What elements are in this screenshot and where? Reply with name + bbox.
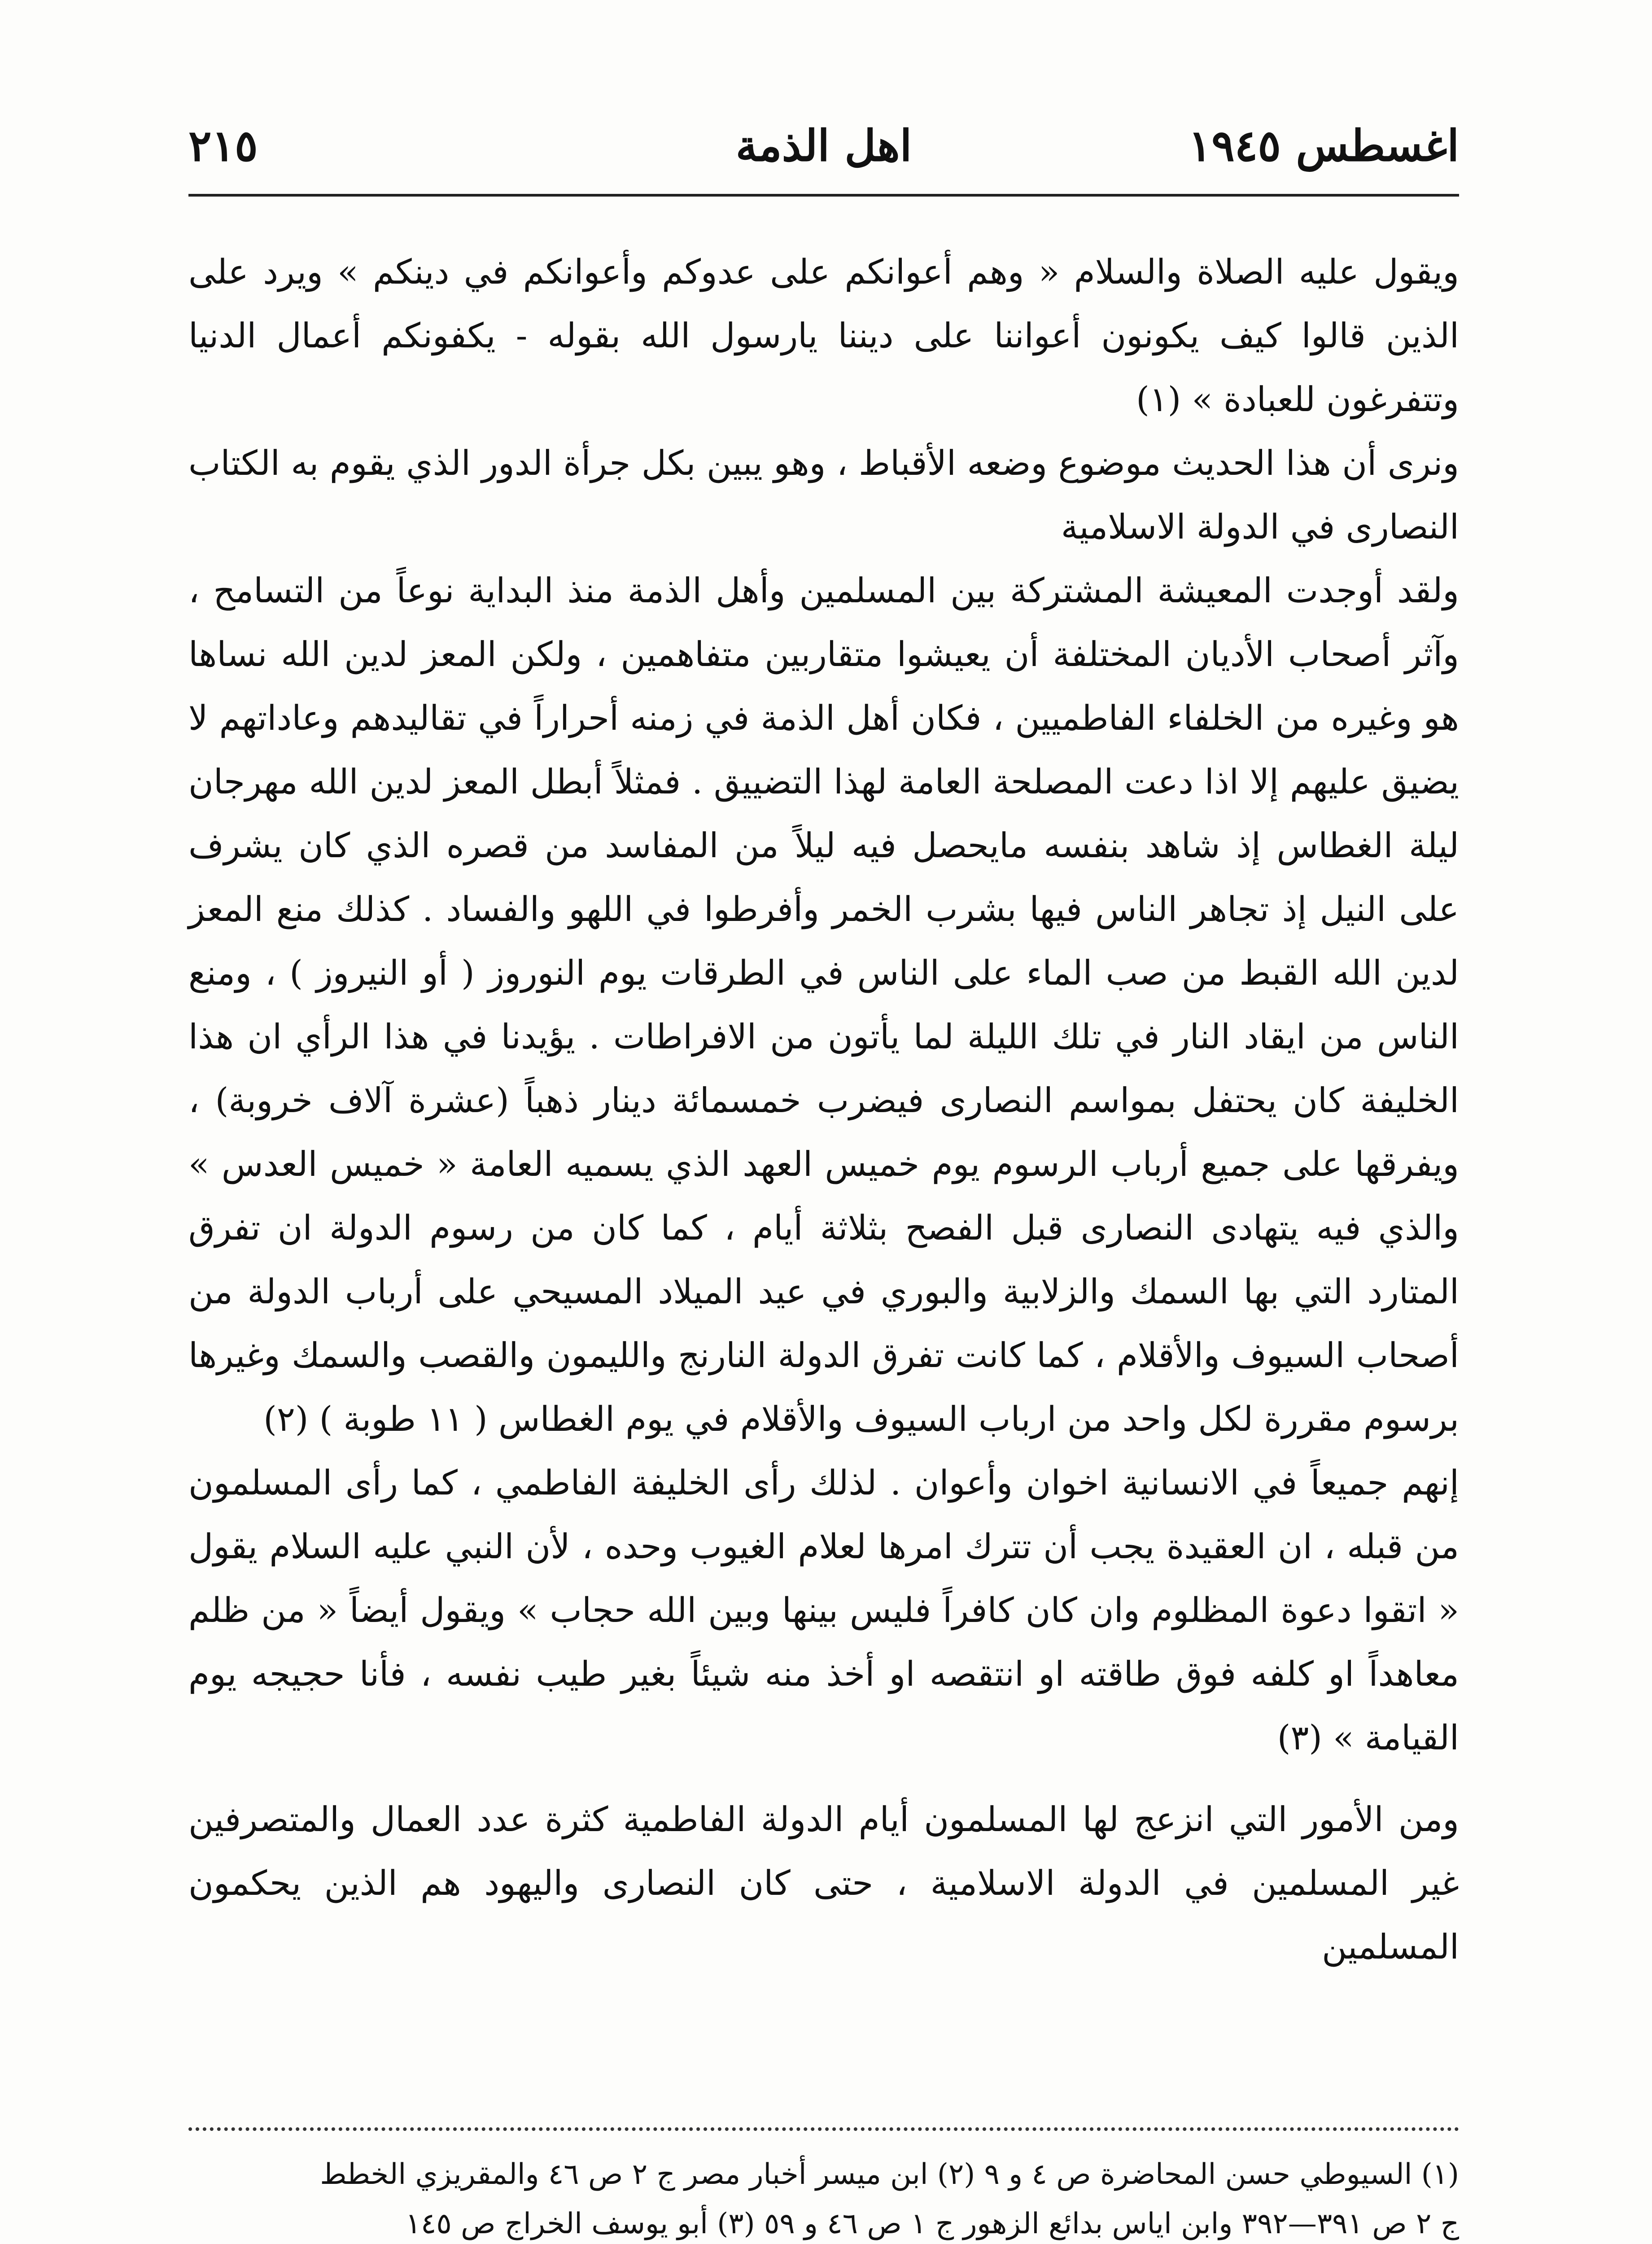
footnotes — [188, 2150, 1459, 2244]
header-rule — [188, 194, 1459, 197]
footnote-divider — [188, 2127, 1459, 2131]
footnote-line: ج ٢ ص ٣٩١—٣٩٢ وابن اياس بدائع الزهور ج ١ ص ٤٦ و ٥٩ (٣) أبو يوسف الخراج ص ١٤٥ — [405, 2207, 1459, 2240]
paragraph: ولقد أوجدت المعيشة المشتركة بين المسلمين وأهل الذمة منذ البداية نوعاً من التسامح ، وآثر أصحاب الأديان المختلفة أن يعيشوا متقاربين متفاهمين ، ولكن المعز لدين الله نساها هو وغيره من الخلفاء الفاطميين ، فكان أهل الذمة في زمنه أحراراً في تقاليدهم وعاداتهم لا يضيق عليهم إلا اذا دعت المصلحة العامة لهذا التضييق . فمثلاً أبطل المعز لدين الله مهرجان ليلة الغطاس إذ شاهد بنفسه مايحصل فيه ليلاً من المفاسد من قصره الذي كان يشرف على النيل إذ تجاهر الناس فيها بشرب الخمر وأفرطوا في اللهو والفساد . كذلك منع المعز لدين الله القبط من صب الماء على الناس في الطرقات يوم النوروز ( أو النيروز ) ، ومنع الناس من ايقاد النار في تلك الليلة لما يأتون من الافراطات . يؤيدنا في هذا الرأي ان هذا الخليفة كان يحتفل بمواسم النصارى فيضرب خمسمائة دينار ذهباً (عشرة آلاف خروبة) ، ويفرقها على جميع أرباب الرسوم يوم خميس العهد الذي يسميه العامة « خميس العدس » والذي فيه يتهادى النصارى قبل الفصح بثلاثة أيام ، كما كان من رسوم الدولة ان تفرق المتارد التي بها السمك والزلابية والبوري في عيد الميلاد المسيحي على أرباب الدولة من أصحاب السيوف والأقلام ، كما كانت تفرق الدولة النارنج والليمون والقصب والسمك وغيرها برسوم مقررة لكل واحد من ارباب السيوف والأقلام في يوم الغطاس ( ١١ طوبة ) (٢) — [188, 570, 1459, 1439]
running-title: اهل الذمة — [735, 120, 912, 171]
paragraph: ومن الأمور التي انزعج لها المسلمون أيام الدولة الفاطمية كثرة عدد العمال والمتصرفين غير المسلمين في الدولة الاسلامية ، حتى كان النصارى واليهود هم الذين يحكمون المسلمين — [188, 1799, 1459, 1967]
paragraph: إنهم جميعاً في الانسانية اخوان وأعوان . لذلك رأى الخليفة الفاطمي ، كما رأى المسلمون من قبله ، ان العقيدة يجب أن تترك امرها لعلام الغيوب وحده ، لأن النبي عليه السلام يقول « اتقوا دعوة المظلوم وان كان كافراً فليس بينها وبين الله حجاب » ويقول أيضاً « من ظلم معاهداً او كلفه فوق طاقته او انتقصه او أخذ منه شيئاً بغير طيب نفسه ، فأنا حجيجه يوم القيامة » (٣) — [188, 1463, 1459, 1758]
page-number: ٢١٥ — [188, 120, 258, 171]
article-body — [188, 240, 1459, 1979]
paragraph: ونرى أن هذا الحديث موضوع وضعه الأقباط ، وهو يبين بكل جرأة الدور الذي يقوم به الكتاب النصارى في الدولة الاسلامية — [188, 443, 1459, 547]
footnote-line: (١) السيوطي حسن المحاضرة ص ٤ و ٩ (٢) ابن ميسر أخبار مصر ج ٢ ص ٤٦ والمقريزي الخطط — [320, 2158, 1459, 2191]
page-header — [188, 114, 1459, 177]
issue-date: اغسطس ١٩٤٥ — [1188, 120, 1459, 171]
paragraph: ويقول عليه الصلاة والسلام « وهم أعوانكم على عدوكم وأعوانكم في دينكم » ويرد على الذين قالوا كيف يكونون أعواننا على ديننا يارسول الله بقوله - يكفونكم أعمال الدنيا وتتفرغون للعبادة » (١) — [188, 252, 1459, 419]
